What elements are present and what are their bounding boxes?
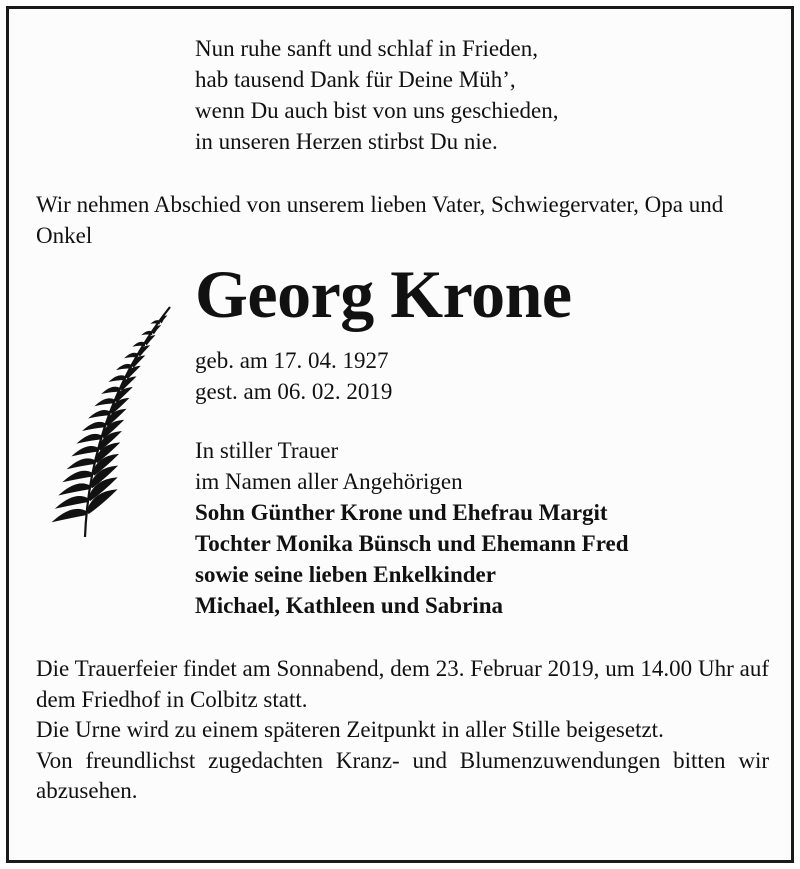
family-member: Tochter Monika Bünsch und Ehemann Fred [195,531,629,556]
leaflet-left [89,410,110,418]
leaflet-left [142,331,152,335]
mourning-line: im Namen aller Angehörigen [195,469,463,494]
poem-line: Nun ruhe sanft und schlaf in Frieden, [195,36,539,61]
death-date: gest. am 06. 02. 2019 [195,379,393,404]
leaflet-right [145,336,155,345]
funeral-service-text: Die Trauerfeier findet am Sonnabend, dem 23. Februar 2019, um 14.00 Uhr auf dem Friedhof in Colbitz statt. [36,656,769,712]
poem [195,33,558,157]
leaflet-right [138,346,149,356]
leaflet-left [53,509,87,521]
poem-line: in unseren Herzen stirbst Du nie. [195,129,498,154]
mourning-line: In stiller Trauer [195,438,339,463]
urn-burial-text: Die Urne wird zu einem späteren Zeitpunkt in aller Stille beigesetzt. [36,717,664,742]
leaflet-left [133,342,144,346]
life-dates [195,345,392,407]
funeral-information [36,654,769,807]
leaflet-left [151,320,159,324]
leaflet-left [56,496,88,508]
leaflet-left [125,353,138,358]
family-member: Sohn Günther Krone und Ehefrau Margit [195,500,608,525]
leaflet-left [78,434,102,443]
mourners [195,435,629,621]
poem-line: wenn Du auch bist von uns geschieden, [195,98,559,123]
deceased-name: Georg Krone [195,256,572,332]
palm-leaf-icon [45,299,175,544]
family-member: sowie seine lieben Enkelkinder [195,562,496,587]
leaflet-left [59,484,90,495]
flower-request-text: Von freundlichst zugedachten Kranz- und Blumenzuwendungen bitten wir abzusehen. [36,747,769,803]
leaflet-right [152,326,161,334]
leaflet-right [132,356,145,367]
leaflet-right [159,316,166,323]
leaflet-left [72,446,98,455]
birth-date: geb. am 17. 04. 1927 [195,348,389,373]
leaflet-left [68,459,96,469]
leaflet-left [63,471,92,482]
leaflet-left [83,422,106,430]
farewell-intro: Wir nehmen Abschied von unserem lieben Vater, Schwiegervater, Opa und Onkel [36,192,724,248]
family-member: Michael, Kathleen und Sabrina [195,593,503,618]
obituary-notice [6,6,794,863]
poem-line: hab tausend Dank für Deine Müh’, [195,67,516,92]
